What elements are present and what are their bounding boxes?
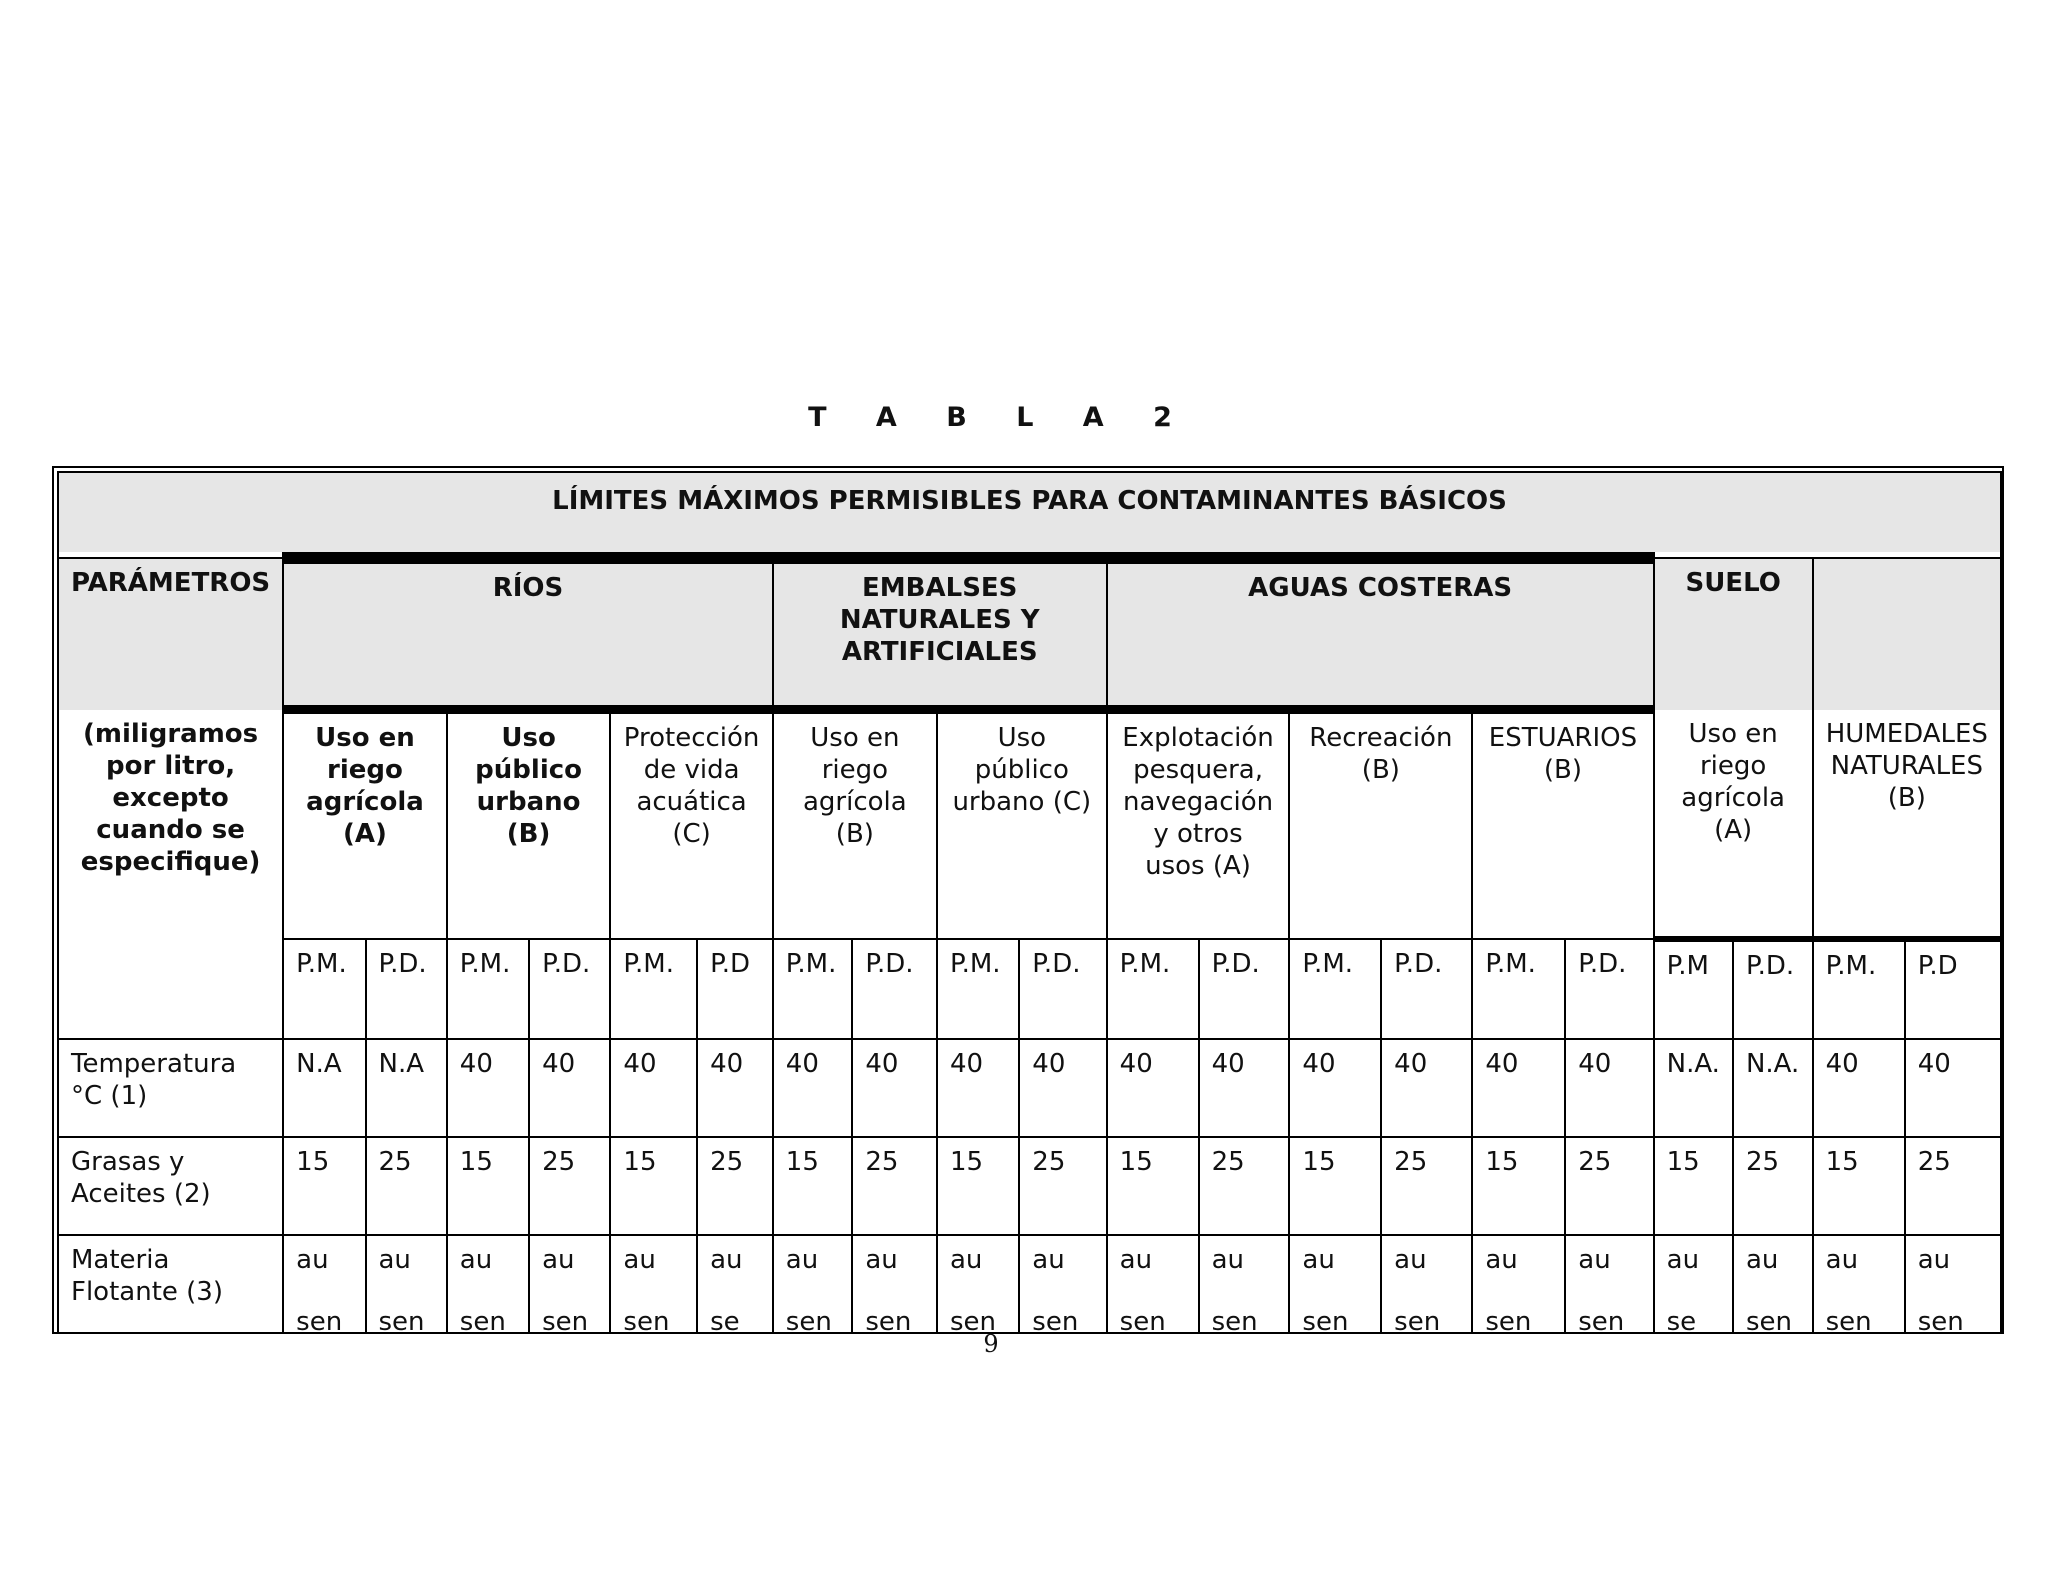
value-cell: 40 (1905, 1039, 2001, 1137)
param-header: PARÁMETROS (58, 558, 283, 710)
value-cell: 40 (1472, 1039, 1565, 1137)
value-fragment: sen (1745, 1307, 1792, 1334)
code-cell: P.D. (1381, 939, 1472, 1039)
page-number: 9 (983, 1330, 999, 1358)
value-cell: 40 (447, 1039, 529, 1137)
value-fragment: sen (1032, 1307, 1079, 1334)
value-fragment: sen (623, 1307, 670, 1334)
subheader-costeras-estuarios: ESTUARIOS (B) (1472, 710, 1653, 940)
value-fragment: au (378, 1245, 411, 1275)
table-row (58, 1137, 2001, 1235)
value-fragment: au (785, 1245, 819, 1275)
value-cell (366, 1235, 447, 1334)
code-cell: P.M. (1472, 939, 1565, 1039)
value-cell (1381, 1235, 1472, 1334)
code-cell: P.M. (1813, 939, 1905, 1039)
value-cell (1107, 1235, 1199, 1334)
value-fragment: au (1302, 1245, 1335, 1275)
subheader-rios-publico: Uso público urbano (B) (447, 710, 611, 940)
code-cell: P.M. (610, 939, 697, 1039)
value-cell: N.A (366, 1039, 447, 1137)
code-cell: P.D (1905, 939, 2001, 1039)
group-rios: RÍOS (283, 558, 773, 710)
value-cell (1813, 1235, 1905, 1334)
value-fragment: sen (1119, 1307, 1166, 1334)
value-fragment: sen (1917, 1307, 1964, 1334)
subheader-costeras-recreacion: Recreación (B) (1289, 710, 1472, 940)
value-cell: 25 (1733, 1137, 1813, 1235)
code-cell: P.M. (1107, 939, 1199, 1039)
value-cell: 15 (1107, 1137, 1199, 1235)
subheader-embalses-riego: Uso en riego agrícola (B) (773, 710, 937, 940)
value-cell: N.A. (1654, 1039, 1733, 1137)
code-cell: P.D. (852, 939, 937, 1039)
value-cell: 40 (697, 1039, 773, 1137)
group-embalses: EMBALSES NATURALES Y ARTIFICIALES (773, 558, 1107, 710)
code-cell: P.M. (447, 939, 529, 1039)
group-suelo: SUELO (1654, 558, 1813, 710)
value-cell (937, 1235, 1019, 1334)
subheader-rios-vida-acuatica: Protección de vida acuática (C) (610, 710, 772, 940)
value-fragment: sen (1394, 1307, 1441, 1334)
value-cell (447, 1235, 529, 1334)
value-cell: 15 (1289, 1137, 1381, 1235)
value-cell: 40 (610, 1039, 697, 1137)
value-cell: 15 (610, 1137, 697, 1235)
value-cell: 25 (852, 1137, 937, 1235)
value-cell (1289, 1235, 1381, 1334)
value-cell (697, 1235, 773, 1334)
value-cell: 25 (1905, 1137, 2001, 1235)
code-cell: P.D (697, 939, 773, 1039)
code-cell: P.M (1654, 939, 1733, 1039)
value-cell: 40 (852, 1039, 937, 1137)
value-fragment: se (710, 1307, 740, 1334)
value-cell: 40 (937, 1039, 1019, 1137)
param-name: Grasas y Aceites (2) (58, 1137, 283, 1235)
value-fragment: sen (1825, 1307, 1872, 1334)
value-cell: 40 (1381, 1039, 1472, 1137)
subheader-costeras-explotacion: Explotación pesquera, navegación y otros usos (A) (1107, 710, 1290, 940)
value-cell: 40 (773, 1039, 853, 1137)
value-fragment: au (1211, 1245, 1245, 1275)
value-cell: 15 (1654, 1137, 1733, 1235)
table-row (58, 1235, 2001, 1334)
value-fragment: au (1485, 1245, 1518, 1275)
value-cell: 25 (1381, 1137, 1472, 1235)
value-fragment: sen (1302, 1307, 1349, 1334)
value-fragment: sen (1211, 1307, 1258, 1334)
value-cell (1654, 1235, 1733, 1334)
value-cell (1019, 1235, 1106, 1334)
value-fragment: au (865, 1245, 898, 1275)
value-fragment: sen (785, 1307, 832, 1334)
value-cell: 40 (1565, 1039, 1653, 1137)
value-fragment: au (459, 1245, 493, 1275)
value-fragment: au (1745, 1245, 1779, 1275)
group-blank-header (1813, 558, 2001, 710)
limits-table (57, 471, 2002, 1334)
value-cell: N.A. (1733, 1039, 1813, 1137)
value-fragment: sen (949, 1307, 996, 1334)
value-cell (1733, 1235, 1813, 1334)
table-row (58, 1039, 2001, 1137)
value-cell: 15 (447, 1137, 529, 1235)
value-fragment: au (542, 1245, 575, 1275)
value-cell (283, 1235, 365, 1334)
value-fragment: au (1032, 1245, 1065, 1275)
subheader-embalses-publico: Uso público urbano (C) (937, 710, 1107, 940)
value-cell: 15 (773, 1137, 853, 1235)
value-cell: N.A (283, 1039, 365, 1137)
value-cell: 25 (1019, 1137, 1106, 1235)
value-cell (1199, 1235, 1290, 1334)
value-cell: 40 (529, 1039, 610, 1137)
value-cell (852, 1235, 937, 1334)
code-cell: P.D. (1199, 939, 1290, 1039)
value-cell: 25 (529, 1137, 610, 1235)
value-cell: 25 (366, 1137, 447, 1235)
value-cell (1565, 1235, 1653, 1334)
value-cell: 15 (1813, 1137, 1905, 1235)
value-fragment: au (623, 1245, 656, 1275)
value-cell (1472, 1235, 1565, 1334)
value-cell: 40 (1019, 1039, 1106, 1137)
value-fragment: sen (1485, 1307, 1532, 1334)
value-fragment: au (1666, 1245, 1700, 1275)
value-cell: 25 (1565, 1137, 1653, 1235)
value-fragment: au (1578, 1245, 1611, 1275)
value-cell (773, 1235, 853, 1334)
subheader-humedales: HUMEDALES NATURALES (B) (1813, 710, 2001, 940)
code-cell: P.D. (366, 939, 447, 1039)
param-name: Materia Flotante (3) (58, 1235, 283, 1334)
value-fragment: au (296, 1245, 329, 1275)
value-fragment: sen (542, 1307, 589, 1334)
value-fragment: sen (459, 1307, 506, 1334)
value-cell: 40 (1199, 1039, 1290, 1137)
value-cell: 15 (937, 1137, 1019, 1235)
value-cell: 15 (1472, 1137, 1565, 1235)
value-fragment: au (1119, 1245, 1153, 1275)
value-cell: 25 (697, 1137, 773, 1235)
value-fragment: au (1825, 1245, 1859, 1275)
value-fragment: se (1666, 1307, 1697, 1334)
param-name: Temperatura °C (1) (58, 1039, 283, 1137)
code-cell: P.M. (937, 939, 1019, 1039)
value-fragment: sen (296, 1307, 343, 1334)
code-cell: P.D. (529, 939, 610, 1039)
limits-table-frame (52, 466, 2004, 1334)
value-fragment: sen (378, 1307, 425, 1334)
value-cell (1905, 1235, 2001, 1334)
code-cell: P.M. (1289, 939, 1381, 1039)
value-cell: 40 (1289, 1039, 1381, 1137)
code-cell: P.D. (1733, 939, 1813, 1039)
value-fragment: au (949, 1245, 983, 1275)
value-cell: 15 (283, 1137, 365, 1235)
value-cell: 40 (1107, 1039, 1199, 1137)
code-cell: P.D. (1019, 939, 1106, 1039)
document-title: T A B L A 2 (808, 402, 1192, 433)
code-cell: P.D. (1565, 939, 1653, 1039)
value-fragment: au (1917, 1245, 1951, 1275)
subheader-suelo-riego: Uso en riego agrícola (A) (1654, 710, 1813, 940)
value-fragment: sen (865, 1307, 912, 1334)
code-cell: P.M. (773, 939, 853, 1039)
value-cell (529, 1235, 610, 1334)
value-cell (610, 1235, 697, 1334)
value-cell: 25 (1199, 1137, 1290, 1235)
code-cell: P.M. (283, 939, 365, 1039)
group-aguas-costeras: AGUAS COSTERAS (1107, 558, 1654, 710)
param-unit-note: (miligramos por litro, excepto cuando se especifique) (58, 710, 283, 1040)
value-fragment: au (710, 1245, 743, 1275)
table-banner: LÍMITES MÁXIMOS PERMISIBLES PARA CONTAMINANTES BÁSICOS (58, 472, 2001, 558)
subheader-rios-riego: Uso en riego agrícola (A) (283, 710, 447, 940)
value-fragment: sen (1578, 1307, 1625, 1334)
value-cell: 40 (1813, 1039, 1905, 1137)
value-fragment: au (1394, 1245, 1427, 1275)
